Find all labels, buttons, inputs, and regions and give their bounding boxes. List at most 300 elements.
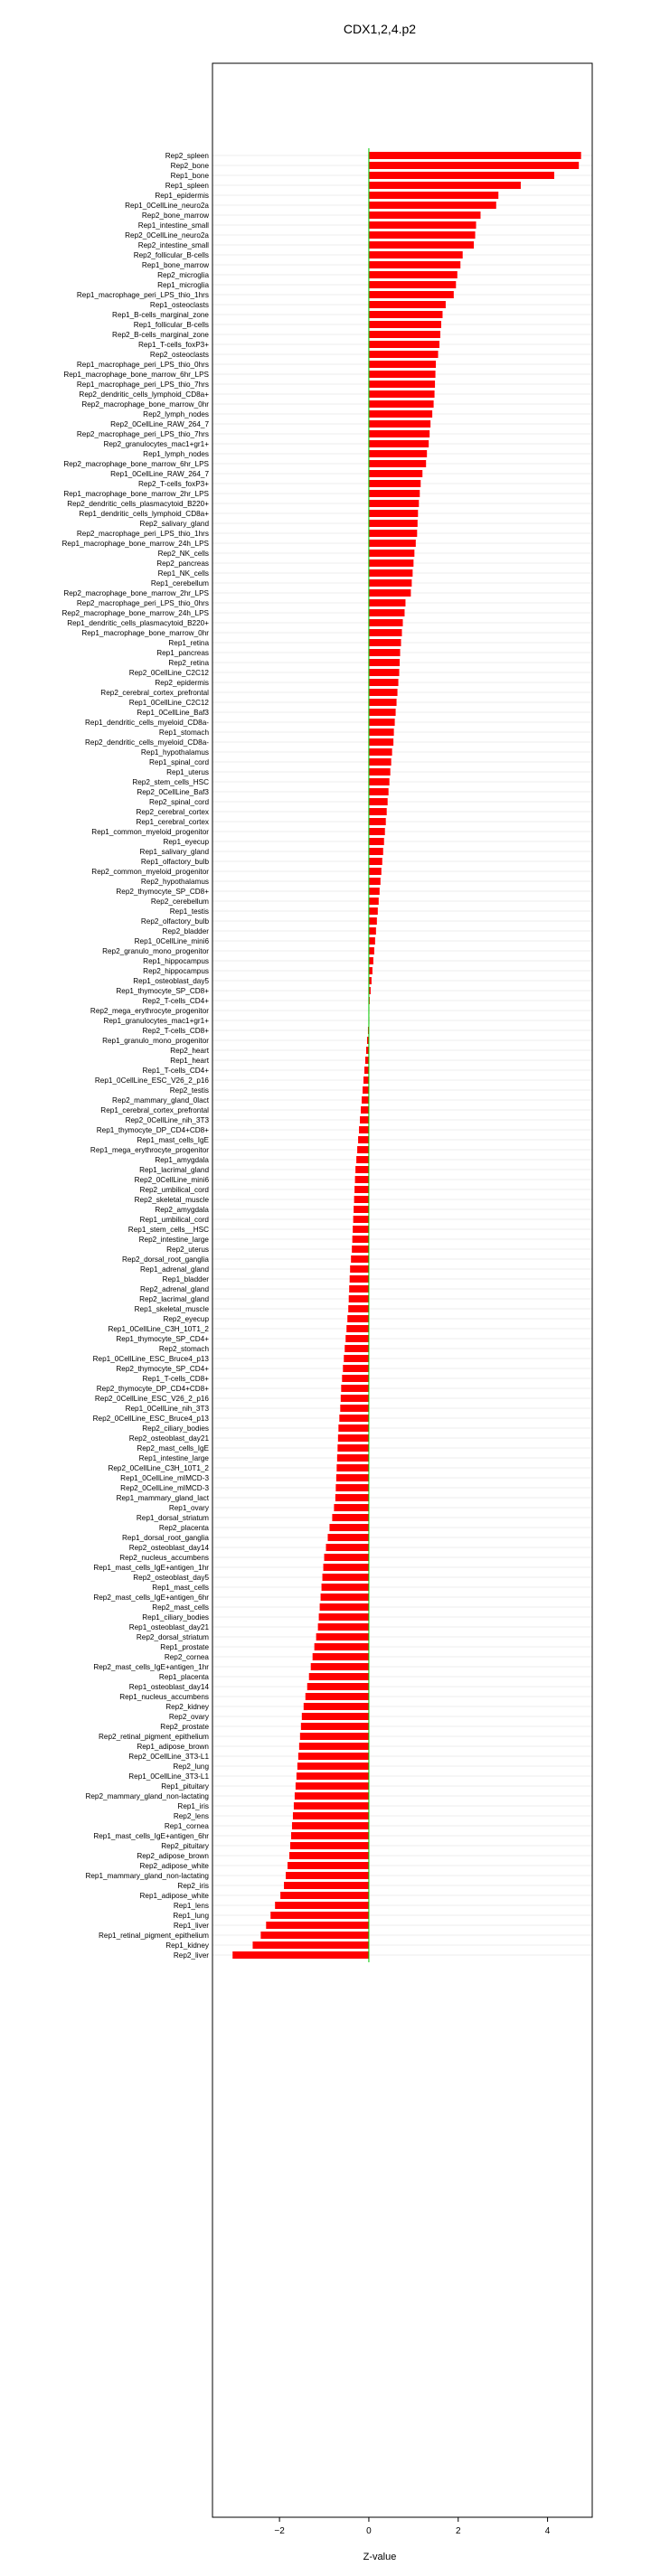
bar-Rep1_prostate [315,1643,369,1650]
category-label: Rep1_0CellLine_mini6 [134,937,209,945]
bar-Rep1_osteoblast_day14 [307,1683,369,1690]
category-label: Rep2_ciliary_bodies [142,1424,209,1433]
bar-Rep2_lens [293,1812,369,1819]
bar-Rep1_0CellLine_neuro2a [369,202,496,209]
bar-Rep2_bone [369,162,579,169]
category-label: Rep1_dendritic_cells_plasmacytoid_B220+ [67,619,209,627]
bar-Rep2_ciliary_bodies [338,1424,369,1432]
bar-Rep2_lung [297,1763,369,1770]
bar-Rep2_retinal_pigment_epithelium [300,1733,369,1740]
bar-Rep2_0CellLine_C3H_10T1_2 [336,1464,369,1471]
category-label: Rep1_pancreas [156,649,209,657]
bar-Rep1_spinal_cord [369,758,392,766]
category-label: Rep2_iris [177,1882,209,1890]
bar-Rep1_nucleus_accumbens [306,1693,369,1700]
bar-Rep1_macrophage_bone_marrow_24h_LPS [369,540,416,547]
bar-Rep1_osteoclasts [369,301,446,308]
category-label: Rep1_spleen [165,182,209,190]
bar-Rep2_dendritic_cells_lymphoid_CD8a+ [369,390,435,398]
bar-Rep1_hippocampus [369,957,373,964]
x-tick-label: 4 [544,2526,551,2536]
bar-Rep2_pituitary [290,1842,369,1849]
x-axis-ticks [274,2517,550,2536]
category-label: Rep1_0CellLine_C3H_10T1_2 [108,1325,209,1333]
bar-Rep1_T-cells_CD4+ [364,1067,369,1074]
category-label: Rep2_0CellLine_ESC_V26_2_p16 [94,1395,209,1403]
bar-Rep1_macrophage_bone_marrow_2hr_LPS [369,490,420,497]
bar-Rep1_olfactory_bulb [369,858,382,865]
category-label: Rep2_macrophage_bone_marrow_2hr_LPS [63,589,209,597]
bar-Rep2_osteoblast_day14 [326,1544,369,1551]
category-label: Rep1_prostate [160,1643,209,1651]
category-label: Rep2_osteoblast_day5 [133,1574,209,1582]
category-label: Rep2_kidney [165,1703,209,1711]
bar-Rep1_pancreas [369,649,401,656]
category-label: Rep2_0CellLine_ESC_Bruce4_p13 [92,1415,209,1423]
category-label: Rep1_bone_marrow [141,261,209,269]
bar-Rep1_0CellLine_ESC_V26_2_p16 [363,1076,369,1084]
bar-Rep1_0CellLine_C2C12 [369,699,397,706]
bar-Rep2_thymocyte_DP_CD4+CD8+ [341,1385,369,1392]
bar-Rep2_hippocampus [369,967,373,974]
category-label: Rep1_intestine_small [137,221,209,230]
category-label: Rep2_lacrimal_gland [139,1295,209,1303]
category-label: Rep1_T-cells_foxP3+ [137,341,209,349]
category-label: Rep2_granulocytes_mac1+gr1+ [103,440,209,448]
bar-Rep2_macrophage_peri_LPS_thio_0hrs [369,599,406,606]
category-label: Rep2_heart [170,1047,209,1055]
bar-Rep1_cerebral_cortex [369,818,386,825]
bar-Rep1_0CellLine_ESC_Bruce4_p13 [344,1355,369,1362]
category-label: Rep1_macrophage_peri_LPS_thio_1hrs [76,291,209,299]
category-label: Rep1_thymocyte_SP_CD4+ [116,1335,209,1343]
category-label: Rep2_0CellLine_neuro2a [125,231,209,240]
bar-Rep2_osteoblast_day21 [338,1434,369,1442]
category-label: Rep2_0CellLine_C2C12 [128,669,209,677]
bar-Rep2_0CellLine_mini6 [355,1176,369,1183]
bar-Rep1_pituitary [296,1782,369,1790]
category-label: Rep1_0CellLine_C2C12 [128,699,209,707]
category-label: Rep2_0CellLine_nih_3T3 [125,1116,209,1124]
bar-Rep2_ovary [302,1713,369,1720]
category-label: Rep2_cornea [164,1653,209,1661]
bar-Rep1_liver [266,1922,369,1929]
bar-Rep2_dorsal_root_ganglia [351,1255,369,1263]
bar-Rep2_spleen [369,152,581,159]
bar-Rep2_granulo_mono_progenitor [369,947,374,954]
category-label: Rep1_0CellLine_neuro2a [125,202,209,210]
category-label: Rep2_eyecup [163,1315,209,1323]
category-label: Rep1_lacrimal_gland [139,1166,209,1174]
category-label: Rep1_thymocyte_DP_CD4+CD8+ [96,1126,209,1134]
bar-Rep1_macrophage_peri_LPS_thio_0hrs [369,361,436,368]
bar-Rep1_osteoblast_day21 [318,1623,369,1631]
bar-Rep1_dendritic_cells_myeloid_CD8a- [369,719,395,726]
bar-Rep1_microglia [369,281,456,288]
category-label: Rep2_thymocyte_SP_CD4+ [116,1365,209,1373]
bar-Rep2_salivary_gland [369,520,418,527]
bar-Rep1_intestine_large [337,1454,369,1462]
category-label: Rep1_heart [170,1057,209,1065]
bar-Rep1_adipose_white [280,1892,369,1899]
bar-Rep2_0CellLine_ESC_V26_2_p16 [341,1395,369,1402]
category-label: Rep1_lens [173,1902,209,1910]
category-label: Rep2_bladder [162,927,209,935]
category-label: Rep2_microglia [157,271,209,279]
category-label: Rep1_0CellLine_nih_3T3 [125,1405,209,1413]
category-label: Rep1_granulo_mono_progenitor [102,1037,209,1045]
category-label: Rep1_mammary_gland_lact [116,1494,209,1502]
bar-Rep1_lacrimal_gland [355,1166,369,1173]
bar-Rep1_stem_cells__HSC [353,1226,369,1233]
category-label: Rep1_adipose_brown [137,1743,209,1751]
category-label: Rep1_granulocytes_mac1+gr1+ [103,1017,209,1025]
bar-Rep1_0CellLine_nih_3T3 [340,1405,369,1412]
bar-Rep1_dendritic_cells_lymphoid_CD8a+ [369,510,418,517]
bar-Rep1_iris [294,1802,369,1810]
category-label: Rep1_ciliary_bodies [142,1613,209,1622]
category-label: Rep1_placenta [158,1673,209,1681]
category-label: Rep2_retinal_pigment_epithelium [99,1733,209,1741]
bar-Rep1_macrophage_bone_marrow_0hr [369,629,402,636]
category-label: Rep1_stem_cells__HSC [127,1226,209,1234]
bar-Rep2_granulocytes_mac1+gr1+ [369,440,429,447]
category-label: Rep2_dorsal_striatum [136,1633,209,1641]
category-label: Rep2_lens [173,1812,209,1820]
bar-Rep2_olfactory_bulb [369,917,377,925]
category-label: Rep2_salivary_gland [139,520,209,528]
bar-Rep1_NK_cells [369,569,412,577]
bar-Rep1_epidermis [369,192,498,199]
category-label: Rep2_epidermis [155,679,209,687]
bar-Rep2_dendritic_cells_plasmacytoid_B220+ [369,500,419,507]
category-label: Rep2_dorsal_root_ganglia [121,1255,209,1264]
category-label: Rep1_spinal_cord [149,758,209,766]
category-label: Rep1_0CellLine_RAW_264_7 [110,470,209,478]
category-label: Rep2_cerebral_cortex [136,808,209,816]
bar-Rep2_0CellLine_mIMCD-3 [335,1484,369,1491]
category-label: Rep1_macrophage_bone_marrow_0hr [81,629,209,637]
bar-Rep2_kidney [304,1703,369,1710]
category-label: Rep2_intestine_large [138,1236,209,1244]
bar-Rep2_macrophage_bone_marrow_24h_LPS [369,609,405,616]
category-label: Rep1_macrophage_bone_marrow_24h_LPS [61,540,209,548]
category-label: Rep2_pancreas [156,559,209,568]
category-label: Rep2_amygdala [155,1206,209,1214]
category-label: Rep1_intestine_large [138,1454,209,1462]
bar-Rep2_spinal_cord [369,798,388,805]
bar-Rep2_NK_cells [369,550,414,557]
category-label: Rep1_mast_cells [152,1584,209,1592]
category-label: Rep2_granulo_mono_progenitor [102,947,209,955]
category-label: Rep2_common_myeloid_progenitor [91,868,209,876]
bar-Rep1_dorsal_root_ganglia [327,1534,368,1541]
bar-Rep2_placenta [329,1524,368,1531]
bar-Rep2_macrophage_peri_LPS_thio_1hrs [369,530,417,537]
bar-Rep1_mast_cells_IgE+antigen_1hr [324,1564,369,1571]
bar-Rep1_mammary_gland_non-lactating [286,1872,369,1879]
bar-Rep2_adipose_brown [289,1852,369,1859]
category-label: Rep1_iris [177,1802,209,1810]
category-label: Rep2_mast_cells_IgE [137,1444,209,1453]
category-label: Rep1_osteoblast_day21 [128,1623,209,1631]
bar-Rep2_mast_cells_IgE [337,1444,369,1452]
category-label: Rep1_0CellLine_mIMCD-3 [120,1474,209,1482]
bar-Rep2_macrophage_bone_marrow_2hr_LPS [369,589,410,597]
category-label: Rep1_dorsal_striatum [136,1514,209,1522]
x-tick-label: 0 [366,2526,372,2536]
category-label: Rep1_testis [169,907,209,916]
bar-Rep1_lens [275,1902,369,1909]
bar-Rep2_mammary_gland_0lact [362,1096,369,1104]
category-label: Rep2_macrophage_bone_marrow_0hr [81,400,209,409]
category-label: Rep2_0CellLine_Baf3 [137,788,209,796]
bar-Rep2_lacrimal_gland [349,1295,369,1302]
bar-Rep2_0CellLine_C2C12 [369,669,400,676]
category-label: Rep2_macrophage_bone_marrow_6hr_LPS [63,460,209,468]
bar-Rep2_eyecup [347,1315,369,1322]
bar-Rep1_mast_cells_IgE+antigen_6hr [291,1832,369,1839]
bar-Rep1_T-cells_CD8+ [342,1375,369,1382]
bar-Rep2_thymocyte_SP_CD8+ [369,888,380,895]
category-label: Rep1_T-cells_CD8+ [142,1375,209,1383]
bar-Rep1_ovary [334,1504,369,1511]
category-label: Rep2_osteoblast_day14 [128,1544,209,1552]
bar-Rep2_T-cells_foxP3+ [369,480,420,487]
category-label: Rep2_T-cells_CD8+ [142,1027,209,1035]
bar-Rep1_0CellLine_mIMCD-3 [336,1474,369,1481]
bar-Rep2_adrenal_gland [349,1285,369,1293]
category-label: Rep2_lymph_nodes [143,410,209,418]
category-label: Rep1_common_myeloid_progenitor [91,828,209,836]
category-label: Rep2_mast_cells [152,1603,209,1612]
category-label: Rep1_macrophage_bone_marrow_2hr_LPS [63,490,209,498]
bar-Rep2_follicular_B-cells [369,251,463,259]
category-label: Rep2_ovary [168,1713,209,1721]
bar-Rep1_bone [369,172,554,179]
category-label: Rep2_dendritic_cells_plasmacytoid_B220+ [67,500,209,508]
bar-Rep2_adipose_white [288,1862,369,1869]
category-label: Rep1_microglia [157,281,209,289]
category-label: Rep2_macrophage_peri_LPS_thio_7hrs [76,430,209,438]
category-label: Rep1_adipose_white [139,1892,209,1900]
category-label: Rep2_uterus [166,1246,209,1254]
bar-Rep2_cerebral_cortex [369,808,387,815]
bar-Rep1_cornea [292,1822,369,1829]
category-label: Rep1_adrenal_gland [139,1265,209,1274]
bar-Rep2_liver [232,1951,369,1959]
bar-Rep1_follicular_B-cells [369,321,441,328]
category-label: Rep2_stem_cells_HSC [132,778,209,786]
bar-Rep2_dendritic_cells_myeloid_CD8a- [369,738,393,746]
bar-Rep1_hypothalamus [369,748,392,756]
category-label: Rep1_skeletal_muscle [134,1305,209,1313]
bar-Rep2_0CellLine_neuro2a [369,231,476,239]
category-label: Rep2_dendritic_cells_lymphoid_CD8a+ [79,390,209,399]
bar-Rep1_T-cells_foxP3+ [369,341,439,348]
bar-Rep1_skeletal_muscle [348,1305,369,1312]
bar-Rep1_amygdala [356,1156,369,1163]
category-label: Rep2_cerebral_cortex_prefrontal [100,689,209,697]
category-label: Rep1_uterus [166,768,209,776]
category-label: Rep2_B-cells_marginal_zone [112,331,209,339]
category-label: Rep1_dendritic_cells_lymphoid_CD8a+ [79,510,209,518]
bar-Rep1_0CellLine_RAW_264_7 [369,470,422,477]
bar-Rep1_salivary_gland [369,848,383,855]
category-label: Rep2_macrophage_peri_LPS_thio_0hrs [76,599,209,607]
category-label: Rep1_epidermis [155,192,209,200]
bar-Rep2_umbilical_cord [354,1186,369,1193]
category-label: Rep1_nucleus_accumbens [119,1693,209,1701]
category-label: Rep2_umbilical_cord [139,1186,209,1194]
bar-Rep1_testis [369,907,378,915]
category-label: Rep1_kidney [165,1941,209,1950]
category-label: Rep2_intestine_small [137,241,209,249]
bar-Rep1_lung [270,1912,369,1919]
category-label: Rep2_adipose_brown [137,1852,209,1860]
category-label: Rep2_T-cells_CD4+ [142,997,209,1005]
bars [232,152,580,1959]
bar-Rep2_pancreas [369,559,413,567]
bar-Rep1_cerebellum [369,579,411,587]
category-label: Rep1_stomach [158,729,209,737]
category-label: Rep2_stomach [158,1345,209,1353]
category-label: Rep2_mammary_gland_non-lactating [85,1792,209,1800]
category-label: Rep1_pituitary [161,1782,209,1791]
category-label: Rep2_adipose_white [139,1862,209,1870]
bar-Rep2_prostate [301,1723,369,1730]
bar-Rep1_retina [369,639,401,646]
category-label: Rep2_mast_cells_IgE+antigen_6hr [93,1594,209,1602]
category-label: Rep1_amygdala [155,1156,209,1164]
bar-Rep1_macrophage_peri_LPS_thio_7hrs [369,381,435,388]
bar-Rep2_macrophage_bone_marrow_0hr [369,400,434,408]
category-label: Rep2_0CellLine_mIMCD-3 [120,1484,209,1492]
category-label: Rep1_liver [173,1922,209,1930]
category-label: Rep2_0CellLine_C3H_10T1_2 [108,1464,209,1472]
category-label: Rep1_macrophage_bone_marrow_6hr_LPS [63,371,209,379]
bar-Rep1_adipose_brown [299,1743,369,1750]
bar-Rep1_spleen [369,182,521,189]
category-label: Rep1_cerebral_cortex_prefrontal [100,1106,209,1114]
category-label: Rep1_0CellLine_Baf3 [137,709,209,717]
category-label: Rep1_0CellLine_3T3-L1 [128,1772,209,1781]
bar-Rep1_dendritic_cells_plasmacytoid_B220+ [369,619,403,626]
bar-Rep2_bone_marrow [369,212,481,219]
category-label: Rep1_lymph_nodes [143,450,209,458]
category-label: Rep2_NK_cells [157,550,209,558]
bar-Rep2_macrophage_peri_LPS_thio_7hrs [369,430,429,437]
bar-Rep2_0CellLine_Baf3 [369,788,389,795]
bar-Rep2_common_myeloid_progenitor [369,868,382,875]
category-label: Rep1_0CellLine_ESC_Bruce4_p13 [92,1355,209,1363]
bar-Rep1_macrophage_bone_marrow_6hr_LPS [369,371,436,378]
category-label: Rep2_spinal_cord [149,798,209,806]
bar-Rep1_kidney [252,1941,368,1949]
category-label: Rep2_thymocyte_DP_CD4+CD8+ [96,1385,209,1393]
category-label: Rep1_dorsal_root_ganglia [121,1534,209,1542]
category-label: Rep1_osteoclasts [149,301,209,309]
bar-Rep1_intestine_small [369,221,476,229]
category-label: Rep1_thymocyte_SP_CD8+ [116,987,209,995]
bar-Rep1_placenta [309,1673,369,1680]
bar-Rep1_mammary_gland_lact [335,1494,369,1501]
category-label: Rep2_T-cells_foxP3+ [137,480,209,488]
bar-Rep1_cerebral_cortex_prefrontal [361,1106,369,1114]
bar-Rep1_heart [365,1057,369,1064]
bar-Rep1_0CellLine_3T3-L1 [297,1772,369,1780]
category-label: Rep2_cerebellum [150,898,209,906]
bar-Rep2_stem_cells_HSC [369,778,390,785]
category-label: Rep2_0CellLine_RAW_264_7 [110,420,209,428]
category-label: Rep2_placenta [158,1524,209,1532]
bar-Rep1_dorsal_striatum [332,1514,369,1521]
x-tick-label: 2 [455,2526,461,2536]
bar-Rep1_mega_erythrocyte_progenitor [357,1146,369,1153]
category-label: Rep2_macrophage_peri_LPS_thio_1hrs [76,530,209,538]
bar-Rep1_B-cells_marginal_zone [369,311,443,318]
category-label: Rep1_mega_erythrocyte_progenitor [90,1146,209,1154]
category-label: Rep1_NK_cells [157,569,209,578]
category-label: Rep1_0CellLine_ESC_V26_2_p16 [94,1076,209,1085]
bar-Rep1_eyecup [369,838,384,845]
category-label: Rep2_spleen [165,152,209,160]
category-label: Rep2_dendritic_cells_myeloid_CD8a- [85,738,209,747]
category-label: Rep2_retina [168,659,209,667]
bar-Rep2_intestine_large [353,1236,369,1243]
category-label: Rep1_mast_cells_IgE+antigen_1hr [93,1564,209,1572]
chart-title: CDX1,2,4.p2 [343,22,417,36]
bar-Rep2_intestine_small [369,241,474,249]
category-label: Rep2_prostate [160,1723,209,1731]
category-label: Rep2_macrophage_bone_marrow_24h_LPS [61,609,209,617]
bar-Rep1_adrenal_gland [350,1265,369,1273]
category-label: Rep1_olfactory_bulb [140,858,209,866]
bar-Rep1_mast_cells_IgE [358,1136,369,1143]
bar-Rep1_stomach [369,729,394,736]
bar-Rep1_0CellLine_C3H_10T1_2 [346,1325,369,1332]
bar-Rep1_uterus [369,768,391,776]
bar-Rep2_epidermis [369,679,399,686]
category-label: Rep1_ovary [168,1504,209,1512]
category-label: Rep2_lung [173,1763,209,1771]
bar-Rep2_B-cells_marginal_zone [369,331,440,338]
bar-Rep1_thymocyte_SP_CD4+ [345,1335,369,1342]
bar-Rep2_amygdala [354,1206,369,1213]
bar-Rep1_macrophage_peri_LPS_thio_1hrs [369,291,454,298]
x-tick-label: −2 [274,2526,285,2536]
category-label: Rep2_mega_erythrocyte_progenitor [90,1007,209,1015]
bar-Rep2_0CellLine_RAW_264_7 [369,420,430,428]
bar-Rep2_mammary_gland_non-lactating [295,1792,369,1800]
bar-Rep2_stomach [344,1345,369,1352]
category-label: Rep2_follicular_B-cells [133,251,209,259]
category-label: Rep1_umbilical_cord [139,1216,209,1224]
bar-Rep1_bladder [350,1275,369,1283]
bar-Rep2_dorsal_striatum [316,1633,369,1641]
x-axis-label: Z-value [363,2552,397,2562]
category-label: Rep1_macrophage_peri_LPS_thio_0hrs [76,361,209,369]
category-label: Rep1_dendritic_cells_myeloid_CD8a- [85,719,209,727]
bar-Rep2_mast_cells_IgE+antigen_1hr [311,1663,369,1670]
category-label: Rep2_mammary_gland_0lact [112,1096,209,1105]
category-label: Rep2_hippocampus [143,967,209,975]
bar-Rep2_microglia [369,271,458,278]
category-label: Rep1_osteoblast_day5 [133,977,209,985]
bar-Rep2_0CellLine_3T3-L1 [298,1753,369,1760]
category-label: Rep2_0CellLine_3T3-L1 [128,1753,209,1761]
category-label: Rep2_adrenal_gland [139,1285,209,1293]
